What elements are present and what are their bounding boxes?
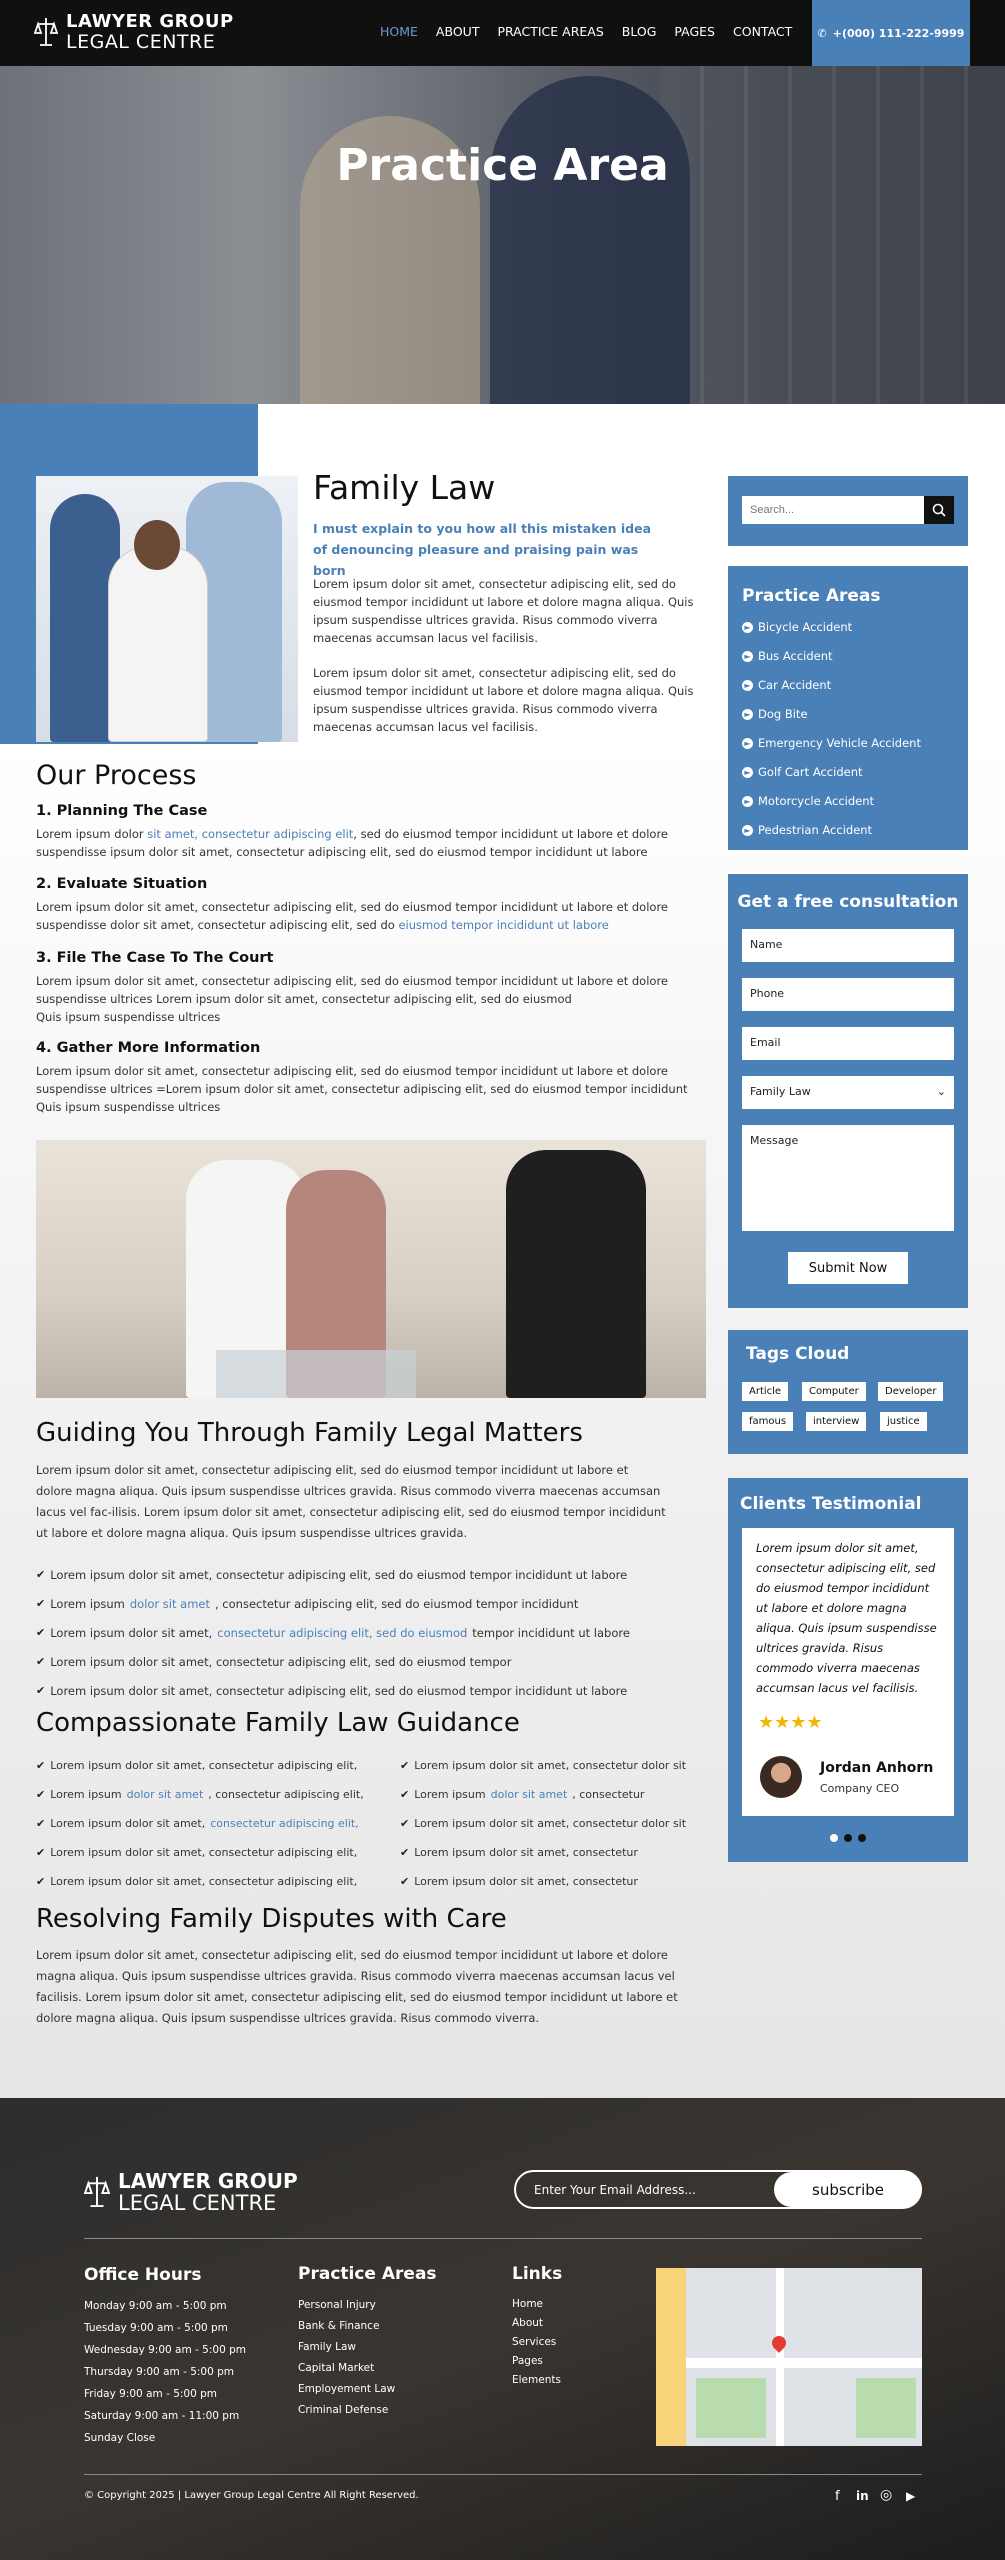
compassionate-bullet: ✔ Lorem ipsum dolor sit amet , consectetur <box>400 1788 645 1801</box>
guiding-bullet: ✔ Lorem ipsum dolor sit amet, consectetur adipiscing elit, sed do eiusmod tempor incididunt ut labore <box>36 1683 628 1698</box>
step1-text: Lorem ipsum dolor sit amet, consectetur adipiscing elit, sed do eiusmod tempor incididunt ut labore et dolore suspendisse ipsum dolor sit amet, consectetur adipiscing elit, sed do eiusmod tempor incididunt ut labore <box>36 827 669 859</box>
testimonial-card <box>742 1528 954 1816</box>
footer-link[interactable]: Elements <box>512 2374 561 2386</box>
footer-practice-title: Practice Areas <box>298 2264 437 2284</box>
footer-logo[interactable] <box>84 2170 298 2214</box>
email-field[interactable]: Email <box>742 1027 954 1060</box>
linkedin-icon[interactable]: in <box>856 2489 869 2503</box>
practice-select[interactable]: Family Law ⌄ <box>742 1076 954 1109</box>
carousel-dot[interactable] <box>844 1834 852 1842</box>
chevron-down-icon: ⌄ <box>936 1085 946 1098</box>
compassionate-link[interactable]: consectetur adipiscing elit, <box>210 1817 359 1830</box>
phone-icon: ✆ <box>817 26 827 40</box>
check-icon: ✔ <box>400 1759 410 1772</box>
check-icon: ✔ <box>400 1788 410 1801</box>
location-map[interactable] <box>656 2268 922 2446</box>
footer-link[interactable]: Services <box>512 2336 557 2348</box>
check-icon: ✔ <box>36 1759 46 1772</box>
practice-item[interactable]: ► Pedestrian Accident <box>742 823 872 837</box>
footer-divider <box>84 2238 922 2239</box>
footer-link[interactable]: About <box>512 2317 544 2329</box>
star-icon: ★ <box>774 1712 791 1733</box>
testimonial-name: Jordan Anhorn <box>820 1760 934 1776</box>
testimonial-title: Clients Testimonial <box>740 1494 922 1514</box>
scales-icon <box>84 2172 110 2212</box>
consultation-title: Get a free consultation <box>737 892 959 912</box>
office-hours-line: Saturday 9:00 am - 11:00 pm <box>84 2410 240 2422</box>
testimonial-role: Company CEO <box>820 1782 900 1795</box>
practice-item[interactable]: ► Car Accident <box>742 678 831 692</box>
newsletter-placeholder: Enter Your Email Address... <box>534 2183 696 2197</box>
footer-links-title: Links <box>512 2264 563 2284</box>
footer-practice-link[interactable]: Capital Market <box>298 2362 375 2374</box>
name-field[interactable]: Name <box>742 929 954 962</box>
nav-home[interactable]: HOME <box>380 24 418 39</box>
step1-title: 1. Planning The Case <box>36 803 208 819</box>
step2-link[interactable]: eiusmod tempor incididunt ut labore <box>398 918 609 932</box>
footer-bottom-divider <box>84 2474 922 2475</box>
phone-field[interactable]: Phone <box>742 978 954 1011</box>
check-icon: ✔ <box>36 1568 46 1581</box>
office-hours-title: Office Hours <box>84 2265 202 2285</box>
practice-item[interactable]: ► Bus Accident <box>742 649 833 663</box>
search-button[interactable] <box>924 496 954 524</box>
office-hours-line: Sunday Close <box>84 2432 156 2444</box>
guiding-bullet-link[interactable]: dolor sit amet <box>129 1596 210 1611</box>
rating-stars <box>758 1712 823 1733</box>
practice-areas-title: Practice Areas <box>742 586 881 606</box>
compassionate-bullet: ✔ Lorem ipsum dolor sit amet, consectetur <box>400 1875 638 1888</box>
intro-title: Family Law <box>313 468 496 507</box>
site-logo[interactable] <box>34 12 234 52</box>
logo-line1: LAWYER GROUP <box>66 11 234 32</box>
carousel-dot[interactable] <box>830 1834 838 1842</box>
tag[interactable]: Article <box>742 1382 788 1401</box>
practice-item[interactable]: ► Motorcycle Accident <box>742 794 874 808</box>
compassionate-bullet: ✔ Lorem ipsum dolor sit amet , consectetur adipiscing elit, <box>36 1788 364 1801</box>
main-nav <box>380 24 792 39</box>
logo-line2: LEGAL CENTRE <box>66 31 216 53</box>
footer-practice-link[interactable]: Criminal Defense <box>298 2404 389 2416</box>
intro-para1: Lorem ipsum dolor sit amet, consectetur adipiscing elit, sed do eiusmod tempor incididunt ut labore et dolore magna aliqua. Quis ipsum suspendisse ultrices gravida. Risus commodo viverra maecenas accumsan lacus vel facilisis. <box>313 577 694 645</box>
step3-text: Lorem ipsum dolor sit amet, consectetur adipiscing elit, sed do eiusmod tempor incididunt ut labore et dolore suspendisse ultrices Lorem ipsum dolor sit amet, consectetur adipiscing elit, sed do eiusmod Quis ipsum suspendisse ultrices <box>36 974 669 1024</box>
footer-practice-link[interactable]: Personal Injury <box>298 2299 376 2311</box>
phone-button[interactable] <box>812 0 970 66</box>
subscribe-button[interactable]: subscribe <box>774 2172 922 2207</box>
footer-practice-link[interactable]: Bank & Finance <box>298 2320 380 2332</box>
step1-link[interactable]: sit amet, consectetur adipiscing elit <box>147 827 354 841</box>
practice-item[interactable]: ► Dog Bite <box>742 707 808 721</box>
step4-title: 4. Gather More Information <box>36 1040 261 1056</box>
resolving-para: Lorem ipsum dolor sit amet, consectetur adipiscing elit, sed do eiusmod tempor incididunt ut labore et dolore magna aliqua. Quis ipsum suspendisse ultrices gravida. Risus commodo viverra maecenas accumsan lacus vel facilisis. Lorem ipsum dolor sit amet, consectetur adipiscing elit, sed do eiusmod tempor incididunt ut labore et dolore magna aliqua. Quis ipsum suspendisse ultrices gravida. Risus commodo viverra. <box>36 1948 678 2025</box>
nav-about[interactable]: ABOUT <box>435 24 480 39</box>
hero-building-graphic <box>660 66 1005 404</box>
arrow-circle-icon: ► <box>742 825 753 836</box>
arrow-circle-icon: ► <box>742 738 753 749</box>
guiding-bullets <box>36 1560 630 1705</box>
office-hours-line: Tuesday 9:00 am - 5:00 pm <box>84 2322 228 2334</box>
arrow-circle-icon: ► <box>742 651 753 662</box>
tag[interactable]: famous <box>742 1412 793 1431</box>
step3-title: 3. File The Case To The Court <box>36 950 274 966</box>
tags-widget <box>728 1330 968 1454</box>
check-icon: ✔ <box>36 1846 46 1859</box>
guiding-title: Guiding You Through Family Legal Matters <box>36 1418 583 1448</box>
hero-banner <box>0 66 1005 404</box>
avatar <box>760 1756 802 1798</box>
nav-practice-areas[interactable]: PRACTICE AREAS <box>497 24 604 39</box>
guiding-bullet: ✔ Lorem ipsum dolor sit amet, consectetur adipiscing elit, sed do eiusmod tempor <box>36 1654 512 1669</box>
resolving-title: Resolving Family Disputes with Care <box>36 1904 507 1934</box>
instagram-icon[interactable]: ◎ <box>880 2487 893 2503</box>
arrow-circle-icon: ► <box>742 709 753 720</box>
compassionate-title: Compassionate Family Law Guidance <box>36 1708 520 1738</box>
guiding-para: Lorem ipsum dolor sit amet, consectetur adipiscing elit, sed do eiusmod tempor incididunt ut labore et dolore magna aliqua. Quis ipsum suspendisse ultrices gravida. Risus commodo viverra maecenas accumsan lacus vel fac-ilisis. Lorem ipsum dolor sit amet, consectetur adipiscing elit, sed do eiusmod tempor incididunt ut labore et dolore magna aliqua. Quis ipsum suspendisse ultrices gravida. <box>36 1463 666 1540</box>
step2-title: 2. Evaluate Situation <box>36 876 208 892</box>
footer-practice-link[interactable]: Employement Law <box>298 2383 396 2395</box>
footer-link[interactable]: Home <box>512 2298 544 2310</box>
compassionate-bullet: ✔ Lorem ipsum dolor sit amet, consectetur adipiscing elit, <box>36 1759 358 1772</box>
guiding-bullet: ✔ Lorem ipsum dolor sit amet , consectetur adipiscing elit, sed do eiusmod tempor incididunt <box>36 1596 579 1611</box>
guiding-bullet-link[interactable]: consectetur adipiscing elit, sed do eiusmod <box>217 1625 468 1640</box>
tag[interactable]: Developer <box>878 1382 943 1401</box>
check-icon: ✔ <box>36 1597 46 1610</box>
nav-pages[interactable]: PAGES <box>674 24 715 39</box>
guiding-bullet: ✔ Lorem ipsum dolor sit amet, consectetur adipiscing elit, sed do eiusmod tempor incididunt ut labore <box>36 1625 630 1640</box>
check-icon: ✔ <box>400 1846 410 1859</box>
testimonial-widget <box>728 1478 968 1862</box>
process-title: Our Process <box>36 760 197 791</box>
compassionate-link[interactable]: dolor sit amet <box>126 1788 204 1801</box>
search-input[interactable] <box>742 496 924 524</box>
scales-icon <box>34 16 58 48</box>
compassionate-bullet: ✔ Lorem ipsum dolor sit amet, consectetur dolor sit <box>400 1817 687 1830</box>
nav-blog[interactable]: BLOG <box>621 24 657 39</box>
guiding-bullet: ✔ Lorem ipsum dolor sit amet, consectetur adipiscing elit, sed do eiusmod tempor incididunt ut labore <box>36 1567 628 1582</box>
office-hours-line: Thursday 9:00 am - 5:00 pm <box>84 2366 235 2378</box>
nav-contact[interactable]: CONTACT <box>733 24 793 39</box>
footer-logo-line1: LAWYER GROUP <box>118 2169 298 2193</box>
carousel-dot[interactable] <box>858 1834 866 1842</box>
check-icon: ✔ <box>36 1626 46 1639</box>
consultation-photo <box>36 1140 706 1398</box>
tag[interactable]: interview <box>806 1412 866 1431</box>
star-icon: ★ <box>758 1712 775 1733</box>
tag[interactable]: justice <box>880 1412 927 1431</box>
arrow-circle-icon: ► <box>742 767 753 778</box>
phone-number: +(000) 111-222-9999 <box>832 26 965 40</box>
check-icon: ✔ <box>36 1655 46 1668</box>
compassionate-bullet: ✔ Lorem ipsum dolor sit amet, consectetur <box>400 1846 638 1859</box>
check-icon: ✔ <box>36 1684 46 1697</box>
practice-item[interactable]: ► Bicycle Accident <box>742 620 852 634</box>
compassionate-bullet: ✔ Lorem ipsum dolor sit amet, consectetur adipiscing elit, <box>36 1875 358 1888</box>
compassionate-right <box>400 1751 710 1896</box>
office-hours-line: Wednesday 9:00 am - 5:00 pm <box>84 2344 246 2356</box>
check-icon: ✔ <box>36 1817 46 1830</box>
intro-lead: I must explain to you how all this mistaken idea of denouncing pleasure and praising pain was born <box>313 521 652 578</box>
family-photo <box>36 476 298 742</box>
compassionate-bullet: ✔ Lorem ipsum dolor sit amet, consectetur dolor sit <box>400 1759 687 1772</box>
practice-item[interactable]: ► Emergency Vehicle Accident <box>742 736 921 750</box>
footer-link[interactable]: Pages <box>512 2355 543 2367</box>
tag[interactable]: Computer <box>802 1382 866 1401</box>
hero-man-graphic <box>490 76 690 404</box>
star-icon: ★ <box>806 1712 823 1733</box>
compassionate-left <box>36 1751 396 1896</box>
practice-item[interactable]: ► Golf Cart Accident <box>742 765 863 779</box>
footer-logo-line2: LEGAL CENTRE <box>118 2191 277 2215</box>
check-icon: ✔ <box>400 1817 410 1830</box>
arrow-circle-icon: ► <box>742 680 753 691</box>
check-icon: ✔ <box>36 1875 46 1888</box>
office-hours-line: Friday 9:00 am - 5:00 pm <box>84 2388 218 2400</box>
compassionate-link[interactable]: dolor sit amet <box>490 1788 568 1801</box>
submit-button[interactable]: Submit Now <box>788 1252 908 1284</box>
step4-text: Lorem ipsum dolor sit amet, consectetur adipiscing elit, sed do eiusmod tempor incididunt ut labore et dolore suspendisse ultrices =Lorem ipsum dolor sit amet, consectetur adipiscing elit, sed do eiusmod tempor incididunt Quis ipsum suspendisse ultrices <box>36 1064 688 1114</box>
map-pin-icon <box>769 2333 789 2353</box>
hero-title: Practice Area <box>336 140 669 191</box>
footer-practice-link[interactable]: Family Law <box>298 2341 356 2353</box>
copyright: © Copyright 2025 | Lawyer Group Legal Centre All Right Reserved. <box>84 2490 419 2501</box>
message-field[interactable]: Message <box>742 1125 954 1231</box>
office-hours-line: Monday 9:00 am - 5:00 pm <box>84 2300 227 2312</box>
search-widget <box>728 476 968 546</box>
compassionate-bullet: ✔ Lorem ipsum dolor sit amet, consectetur adipiscing elit, <box>36 1817 359 1830</box>
search-icon <box>932 503 946 517</box>
youtube-icon[interactable]: ▶ <box>906 2489 916 2503</box>
arrow-circle-icon: ► <box>742 796 753 807</box>
compassionate-bullet: ✔ Lorem ipsum dolor sit amet, consectetur adipiscing elit, <box>36 1846 358 1859</box>
facebook-icon[interactable]: f <box>835 2489 840 2504</box>
consultation-form <box>728 874 968 1308</box>
check-icon: ✔ <box>400 1875 410 1888</box>
step2-text: Lorem ipsum dolor sit amet, consectetur adipiscing elit, sed do eiusmod tempor incididunt ut labore et dolore suspendisse dolor sit amet, consectetur adipiscing elit, sed do eiusmod tempor incididunt ut labore <box>36 900 669 932</box>
check-icon: ✔ <box>36 1788 46 1801</box>
star-icon: ★ <box>790 1712 807 1733</box>
testimonial-text: Lorem ipsum dolor sit amet, consectetur adipiscing elit, sed do eiusmod tempor incididunt ut labore et dolore magna aliqua. Quis ipsum suspendisse ultrices gravida. Risus commodo viverra maecenas accumsan lacus vel facilisis. <box>756 1541 937 1695</box>
tags-title: Tags Cloud <box>746 1344 850 1364</box>
practice-areas-widget <box>728 566 968 850</box>
arrow-circle-icon: ► <box>742 622 753 633</box>
intro-para2: Lorem ipsum dolor sit amet, consectetur adipiscing elit, sed do eiusmod tempor incididunt ut labore et dolore magna aliqua. Quis ipsum suspendisse ultrices gravida. Risus commodo viverra maecenas accumsan lacus vel facilisis. <box>313 666 694 734</box>
